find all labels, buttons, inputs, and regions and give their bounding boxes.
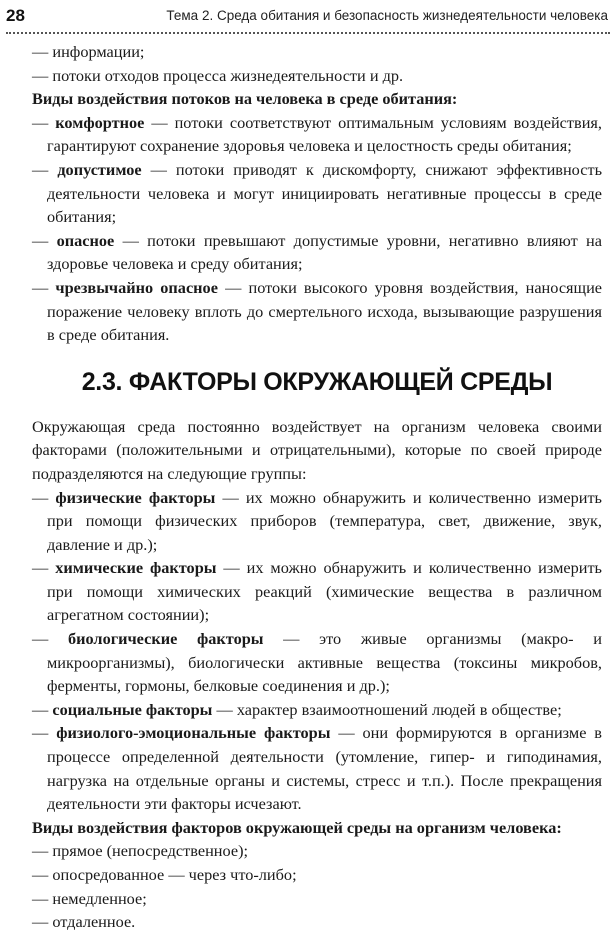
running-head: Тема 2. Среда обитания и безопасность жизнедеятельности человека bbox=[166, 8, 608, 23]
flow-item-comfortable: — комфортное — потоки соответствуют оптимальным условиям воздействия, гарантируют сохранение здоровья человека и целостность среды обитания; bbox=[32, 112, 602, 156]
factor-term: социальные факторы bbox=[52, 699, 213, 719]
factor-text: — это живые организмы (макро- и микроорганизмы), биологически активные вещества (токсины микробов, ферменты, гормоны, белковые соединения и др.); bbox=[47, 629, 602, 696]
flow-term: комфортное bbox=[55, 112, 145, 132]
header-dotted-rule bbox=[6, 32, 610, 34]
flow-text: — потоки превышают допустимые уровни, негативно влияют на здоровье человека и среду обитания; bbox=[47, 230, 602, 274]
intro-item: — потоки отходов процесса жизнедеятельности и др. bbox=[32, 65, 404, 85]
flows-heading: Виды воздействия потоков на человека в среде обитания: bbox=[32, 89, 458, 109]
factor-item-physiological-emotional: — физиолого-эмоциональные факторы — они формируются в организме в процессе определенной деятельности (утомление, гипер- и гиподинамия, нагрузка на отдельные органы и системы, стресс и т.п.). После прекращения деятельности эти факторы исчезают. bbox=[32, 723, 602, 814]
section-title: 2.3. ФАКТОРЫ ОКРУЖАЮЩЕЙ СРЕДЫ bbox=[81, 367, 553, 396]
factor-term: физиолого-эмоциональные факторы bbox=[56, 723, 331, 743]
flow-item-dangerous: — опасное — потоки превышают допустимые уровни, негативно влияют на здоровье человека и среду обитания; bbox=[32, 230, 602, 274]
intro-item: — информации; bbox=[32, 42, 145, 61]
page-body bbox=[32, 40, 602, 934]
factor-text: — их можно обнаружить и количественно измерить при помощи химических реакций (химические вещества в различном агрегатном состоянии); bbox=[47, 558, 602, 625]
factor-term: химические факторы bbox=[55, 558, 217, 578]
flow-text: — потоки приводят к дискомфорту, снижают эффективность деятельности человека и могут инициировать негативные процессы в среде обитания; bbox=[47, 159, 602, 227]
flow-item-acceptable: — допустимое — потоки приводят к дискомфорту, снижают эффективность деятельности человека и могут инициировать негативные процессы в среде обитания; bbox=[32, 159, 602, 227]
factor-item-physical: — физические факторы — их можно обнаружить и количественно измерить при помощи физических приборов (температура, свет, движение, звук, давление и др.); bbox=[32, 487, 602, 554]
impact-item: — прямое (непосредственное); bbox=[32, 841, 249, 861]
factor-item-biological: — биологические факторы — это живые организмы (макро- и микроорганизмы), биологически активные вещества (токсины микробов, ферменты, гормоны, белковые соединения и др.); bbox=[32, 629, 602, 696]
impact-item: — немедленное; bbox=[32, 888, 147, 908]
impact-heading: Виды воздействия факторов окружающей среды на организм человека: bbox=[32, 817, 562, 837]
flow-item-extremely-dangerous: — чрезвычайно опасное — потоки высокого уровня воздействия, наносящие поражение человеку вплоть до смертельного исхода, вызывающие разрушения в среде обитания. bbox=[32, 277, 603, 345]
factor-text: — они формируются в организме в процессе определенной деятельности (утомление, гипер- и гиподинамия, нагрузка на отдельные органы и системы, стресс и т.п.). После прекращения деятельности эти факторы исчезают. bbox=[47, 723, 602, 814]
impact-item: — опосредованное — через что-либо; bbox=[32, 865, 297, 884]
flow-text: — потоки высокого уровня воздействия, наносящие поражение человеку вплоть до смертельного исхода, вызывающие разрушения в среде обитания. bbox=[47, 277, 603, 345]
impact-item: — отдаленное. bbox=[32, 912, 136, 932]
factor-term: биологические факторы bbox=[67, 629, 264, 649]
flow-term: допустимое bbox=[57, 159, 142, 179]
flow-term: опасное bbox=[56, 230, 115, 250]
factor-item-chemical: — химические факторы — их можно обнаружить и количественно измерить при помощи химических реакций (химические вещества в различном агрегатном состоянии); bbox=[32, 558, 602, 625]
factor-text: — их можно обнаружить и количественно измерить при помощи физических приборов (температура, свет, движение, звук, давление и др.); bbox=[47, 487, 602, 554]
flow-term: чрезвычайно опасное bbox=[55, 277, 218, 297]
factor-text: — характер взаимоотношений людей в обществе; bbox=[212, 699, 562, 719]
page-number: 28 bbox=[6, 6, 25, 25]
section-intro-paragraph: Окружающая среда постоянно воздействует на организм человека своими факторами (положительными и отрицательными), которые по своей природе подразделяются на следующие группы: bbox=[32, 416, 602, 483]
page-header bbox=[0, 4, 616, 30]
factor-term: физические факторы bbox=[55, 487, 216, 507]
flow-text: — потоки соответствуют оптимальным условиям воздействия, гарантируют сохранение здоровья человека и целостность среды обитания; bbox=[47, 112, 602, 156]
factor-item-social: — социальные факторы — характер взаимоотношений людей в обществе; bbox=[32, 699, 562, 719]
